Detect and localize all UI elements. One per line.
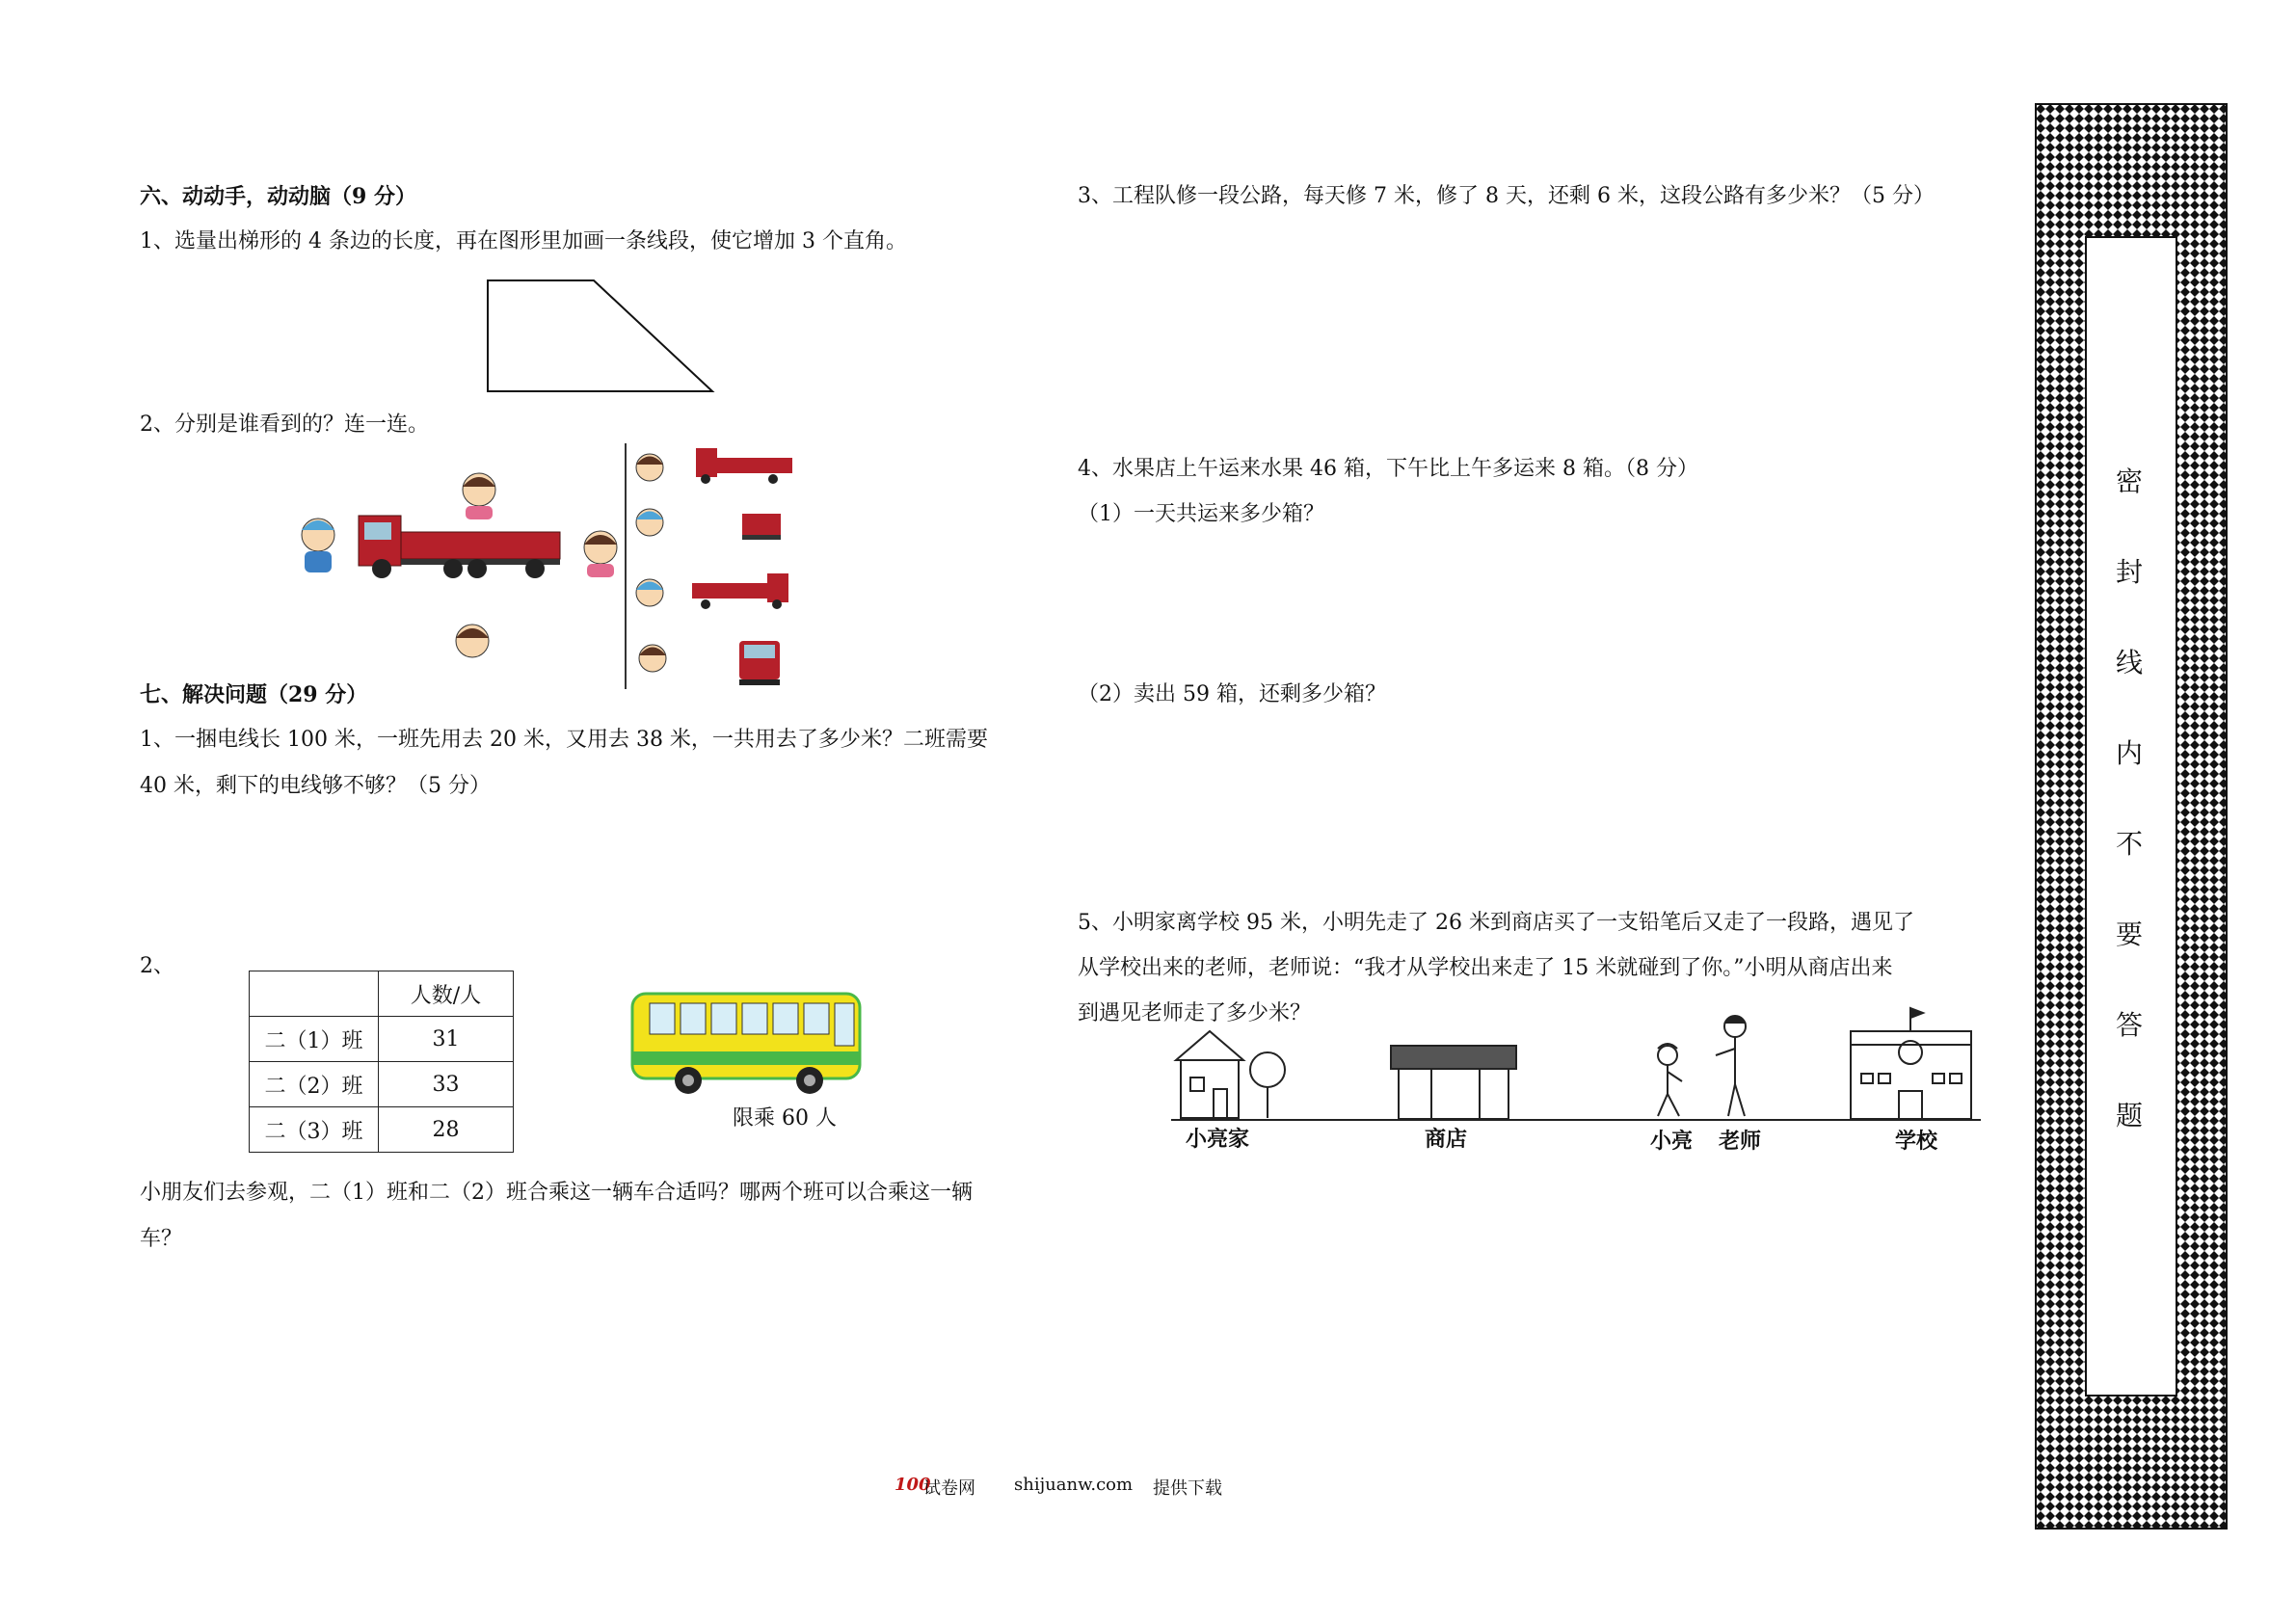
section-7-title: 七、解决问题（29 分） <box>140 682 368 707</box>
boy-icon <box>1658 1044 1682 1116</box>
table-cell-class: 二（3）班 <box>250 1107 379 1153</box>
section-6-title: 六、动动手，动动脑（9 分） <box>140 184 416 209</box>
seal-char: 答 <box>2116 1009 2144 1041</box>
child-icon-top <box>463 473 495 519</box>
child-icon-2 <box>636 509 663 536</box>
question-7-5-line1: 5、小明家离学校 95 米，小明先走了 26 米到商店买了一支铅笔后又走了一段路，遇见了 <box>1078 911 1914 935</box>
label-home: 小亮家 <box>1186 1128 1250 1152</box>
trapezoid-figure <box>487 279 718 393</box>
question-7-2-number: 2、 <box>140 954 174 978</box>
truck-side-view-icon <box>696 448 792 484</box>
question-7-1-line1: 1、一捆电线长 100 米，一班先用去 20 米，又用去 38 米，一共用去了多少米？二班需要 <box>140 728 988 752</box>
child-icon-right <box>584 531 617 577</box>
footer-note: 提供下载 <box>1153 1478 1222 1499</box>
truck-side-view-reversed-icon <box>692 573 788 609</box>
match-options <box>628 439 812 694</box>
label-boy: 小亮 <box>1650 1130 1694 1154</box>
question-7-5-line3: 到遇见老师走了多少米？ <box>1078 1001 1312 1025</box>
footer-brand: 试卷网 <box>923 1478 975 1499</box>
school-icon <box>1851 1008 1971 1119</box>
question-7-2-line2: 车？ <box>140 1227 183 1251</box>
table-cell-class: 二（2）班 <box>250 1062 379 1107</box>
footer-site: shijuanw.com <box>1014 1475 1134 1495</box>
question-7-4-1: （1）一天共运来多少箱？ <box>1078 502 1324 526</box>
label-shop: 商店 <box>1425 1128 1468 1152</box>
question-6-1: 1、选量出梯形的 4 条边的长度，再在图形里加画一条线段，使它增加 3 个直角。 <box>140 229 907 253</box>
seal-char: 不 <box>2116 828 2144 860</box>
table-cell-count: 31 <box>379 1017 514 1062</box>
question-7-2-line1: 小朋友们去参观，二（1）班和二（2）班合乘这一辆车合适吗？哪两个班可以合乘这一辆 <box>140 1181 973 1205</box>
truck-view-illustration <box>289 463 622 670</box>
seal-char: 密 <box>2116 466 2144 497</box>
seal-border <box>2036 104 2229 1530</box>
table-row <box>250 1062 514 1107</box>
teacher-icon <box>1716 1016 1746 1116</box>
seal-char: 线 <box>2116 647 2144 678</box>
seal-char: 题 <box>2116 1100 2144 1131</box>
house-icon <box>1176 1031 1285 1118</box>
label-teacher: 老师 <box>1719 1130 1762 1154</box>
truck-front-view-icon <box>739 641 780 685</box>
table-row <box>250 1107 514 1153</box>
class-count-table <box>249 971 514 1153</box>
child-icon-4 <box>639 645 666 672</box>
question-6-2: 2、分别是谁看到的？连一连。 <box>140 412 429 437</box>
question-7-4-2: （2）卖出 59 箱，还剩多少箱？ <box>1078 682 1386 706</box>
truck-icon-large <box>359 516 560 578</box>
label-school: 学校 <box>1895 1130 1938 1154</box>
question-7-1-line2: 40 米，剩下的电线够不够？（5 分） <box>140 774 491 798</box>
table-cell-class: 二（1）班 <box>250 1017 379 1062</box>
street-scene <box>1171 1002 1981 1166</box>
table-cell-count: 28 <box>379 1107 514 1153</box>
table-cell-count: 33 <box>379 1062 514 1107</box>
footer-logo: 100 <box>894 1475 931 1495</box>
shop-icon <box>1391 1046 1516 1119</box>
child-icon-bottom <box>456 625 489 657</box>
child-icon-left <box>302 519 334 572</box>
seal-char: 内 <box>2116 737 2144 769</box>
question-7-4: 4、水果店上午运来水果 46 箱，下午比上午多运来 8 箱。（8 分） <box>1078 457 1698 481</box>
table-header-cell: 人数/人 <box>379 971 514 1017</box>
table-header-row <box>250 971 514 1017</box>
table-row <box>250 1017 514 1062</box>
child-icon-3 <box>636 579 663 606</box>
seal-char: 要 <box>2116 918 2144 950</box>
child-icon-1 <box>636 454 663 481</box>
table-header-cell <box>250 971 379 1017</box>
bus-capacity-caption: 限乘 60 人 <box>733 1106 837 1131</box>
question-7-5-line2: 从学校出来的老师，老师说：“我才从学校出来走了 15 米就碰到了你。”小明从商店出来 <box>1078 956 1893 980</box>
bus-icon <box>628 988 869 1099</box>
seal-char: 封 <box>2116 556 2144 588</box>
truck-rear-view-icon <box>742 514 781 540</box>
question-7-3: 3、工程队修一段公路，每天修 7 米，修了 8 天，还剩 6 米，这段公路有多少米？（5 分） <box>1078 184 1935 208</box>
divider-line <box>624 443 627 689</box>
